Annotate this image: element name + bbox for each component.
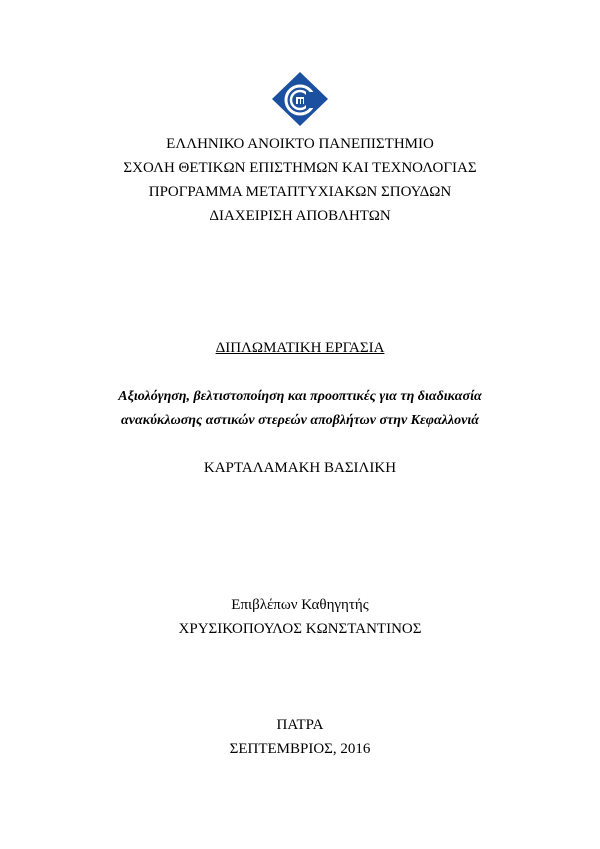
thesis-title-line-1: Αξιολόγηση, βελτιστοποίηση και προοπτικές για τη διαδικασία — [118, 389, 482, 404]
university-name: ΕΛΛΗΝΙΚΟ ΑΝΟΙΚΤΟ ΠΑΝΕΠΙΣΤΗΜΙΟ — [166, 136, 434, 152]
supervisor-name: ΧΡΥΣΙΚΟΠΟΥΛΟΣ ΚΩΝΣΤΑΝΤΙΝΟΣ — [178, 621, 422, 637]
author-name: ΚΑΡΤΑΛΑΜΑΚΗ ΒΑΣΙΛΙΚΗ — [203, 460, 397, 476]
supervisor-label: Επιβλέπων Καθηγητής — [231, 597, 369, 613]
program-name: ΠΡΟΓΡΑΜΜΑ ΜΕΤΑΠΤΥΧΙΑΚΩΝ ΣΠΟΥΔΩΝ — [148, 184, 452, 200]
city: ΠΑΤΡΑ — [276, 717, 324, 733]
specialization-name: ΔΙΑΧΕΙΡΙΣΗ ΑΠΟΒΛΗΤΩΝ — [209, 208, 391, 224]
school-name: ΣΧΟΛΗ ΘΕΤΙΚΩΝ ΕΠΙΣΤΗΜΩΝ ΚΑΙ ΤΕΧΝΟΛΟΓΙΑΣ — [123, 160, 477, 176]
university-logo-icon — [270, 70, 330, 128]
document-type: ΔΙΠΛΩΜΑΤΙΚΗ ΕΡΓΑΣΙΑ — [215, 340, 385, 356]
thesis-title-line-2: ανακύκλωσης αστικών στερεών αποβλήτων στην Κεφαλλονιά — [121, 413, 479, 428]
date: ΣΕΠΤΕΜΒΡΙΟΣ, 2016 — [229, 741, 371, 757]
